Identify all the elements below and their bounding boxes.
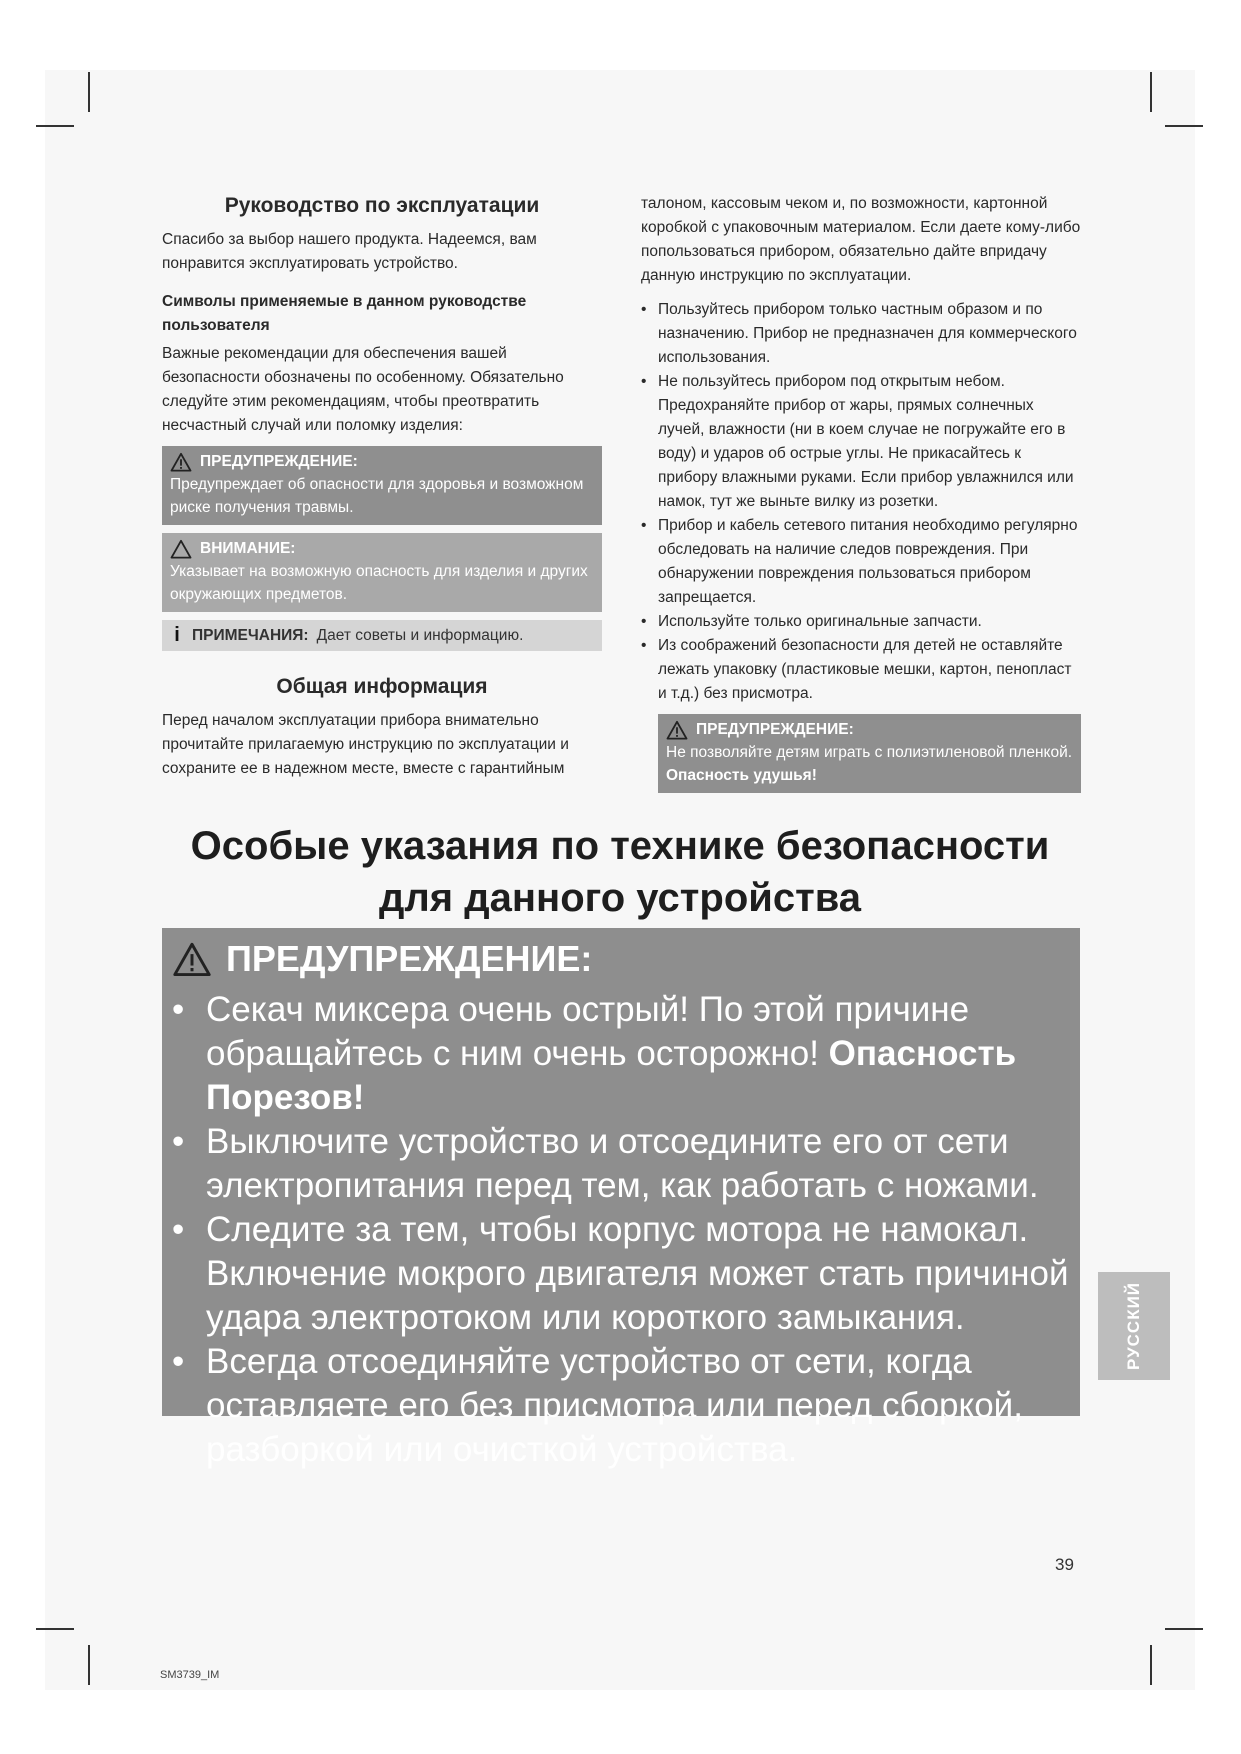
caution-box-heading: [170, 537, 594, 560]
child-warning-bold: Опасность удушья!: [666, 767, 817, 784]
language-tab: [1098, 1272, 1170, 1380]
child-warning-text: [666, 741, 1073, 787]
caution-label: ВНИМАНИЕ:: [200, 540, 296, 557]
crop-mark: [1150, 1645, 1152, 1685]
child-warning-label: ПРЕДУПРЕЖДЕНИЕ:: [696, 721, 854, 738]
note-label: ПРИМЕЧАНИЯ:: [192, 627, 309, 644]
special-safety-title: [160, 820, 1080, 924]
continued-text: талоном, кассовым чеком и, по возможности, картонной коробкой с упаковочным материалом. Если даете кому-либо попользоваться прибором, обязательно дайте впридачу данную инструкцию по эксплуатации.: [641, 195, 1081, 284]
list-item: • Пользуйтесь прибором только частным образом и по назначению. Прибор не предназначен для коммерческого использования.: [641, 298, 1081, 370]
symbols-text: Важные рекомендации для обеспечения вашей безопасности обозначены по особенному. Обязательно следуйте этим рекомендациям, чтобы преотвратить несчастный случай или поломку изделия:: [162, 345, 564, 434]
note-box: [162, 620, 602, 651]
list-item: • Используйте только оригинальные запчасти.: [641, 610, 1081, 634]
warning-label: ПРЕДУПРЕЖДЕНИЕ:: [200, 453, 358, 470]
list-item: [172, 988, 1070, 1120]
warning-box-heading: [170, 450, 594, 473]
blade-warning-text: Секач миксера очень острый! По этой причине обращайтесь с ним очень осторожно!: [206, 990, 970, 1073]
device-warning-heading: [172, 934, 1070, 984]
device-warning-box: [162, 928, 1080, 1469]
language-tab-label: РУССКИЙ: [1124, 1281, 1143, 1371]
list-item: • Прибор и кабель сетевого питания необходимо регулярно обследовать на наличие следов повреждения. При обнаружении повреждения пользоваться прибором запрещается.: [641, 514, 1081, 610]
child-warning-box: [658, 714, 1081, 793]
safety-bullet-list: [641, 298, 1081, 706]
child-warning-body: Не позволяйте детям играть с полиэтиленовой пленкой.: [666, 744, 1073, 761]
page-number: 39: [1055, 1555, 1074, 1574]
general-info-title: Общая информация: [276, 675, 488, 698]
warning-text: Предупреждает об опасности для здоровья и возможном риске получения травмы.: [170, 476, 584, 516]
special-safety-title-line2: для данного устройства: [378, 876, 861, 920]
list-item: • Следите за тем, чтобы корпус мотора не намокал. Включение мокрого двигателя может стать причиной удара электротоком или короткого замыкания.: [172, 1208, 1070, 1340]
caution-box: [162, 533, 602, 612]
left-column: [162, 192, 602, 781]
list-item: • Выключите устройство и отсоедините его от сети электропитания перед тем, как работать с ножами.: [172, 1120, 1070, 1208]
info-icon: i: [174, 624, 180, 646]
note-text: Дает советы и информацию.: [316, 627, 524, 644]
warning-triangle-icon: [172, 941, 212, 977]
warning-triangle-icon: [666, 720, 688, 740]
list-item: • Из соображений безопасности для детей не оставляйте лежать упаковку (пластиковые мешки, картон, пенопласт и т.д.) без присмотра.: [641, 634, 1081, 706]
document-code: SM3739_IM: [160, 1669, 220, 1681]
device-warning-list: [172, 988, 1070, 1472]
caution-text: Указывает на возможную опасность для изделия и других окружающих предметов.: [170, 563, 588, 603]
crop-mark: [1165, 1628, 1203, 1630]
note-box-heading: [170, 624, 594, 647]
crop-mark: [1165, 125, 1203, 127]
crop-mark: [36, 125, 74, 127]
warning-triangle-icon: [170, 539, 192, 559]
symbols-heading: Символы применяемые в данном руководстве пользователя: [162, 293, 527, 334]
crop-mark: [1150, 72, 1152, 112]
special-safety-title-line1: Особые указания по технике безопасности: [190, 824, 1050, 868]
warning-triangle-icon: [170, 452, 192, 472]
list-item: • Не пользуйтесь прибором под открытым небом. Предохраняйте прибор от жары, прямых солнечных лучей, влажности (ни в коем случае не погружайте его в воду) и ударов об острые углы. Не прикасайтесь к прибору влажными руками. Если прибор увлажнился или намок, тут же выньте вилку из розетки.: [641, 370, 1081, 514]
child-warning-heading: [666, 718, 1073, 741]
manual-title: Руководство по эксплуатации: [224, 194, 540, 217]
warning-box: [162, 446, 602, 525]
crop-mark: [88, 72, 90, 112]
general-info-text: Перед началом эксплуатации прибора внимательно прочитайте прилагаемую инструкцию по эксплуатации и сохраните ее в надежном месте, вместе с гарантийным: [162, 712, 569, 777]
blade-warning-bold: Опасность Порезов!: [206, 1034, 1017, 1117]
intro-text: Спасибо за выбор нашего продукта. Надеемся, вам понравится эксплуатировать устройство.: [162, 231, 537, 272]
list-item: • Всегда отсоединяйте устройство от сети, когда оставляете его без присмотра или перед сборкой, разборкой или очисткой устройства.: [172, 1340, 1070, 1472]
right-column: [641, 192, 1081, 793]
crop-mark: [88, 1645, 90, 1685]
device-warning-label: ПРЕДУПРЕЖДЕНИЕ:: [226, 938, 593, 979]
crop-mark: [36, 1628, 74, 1630]
